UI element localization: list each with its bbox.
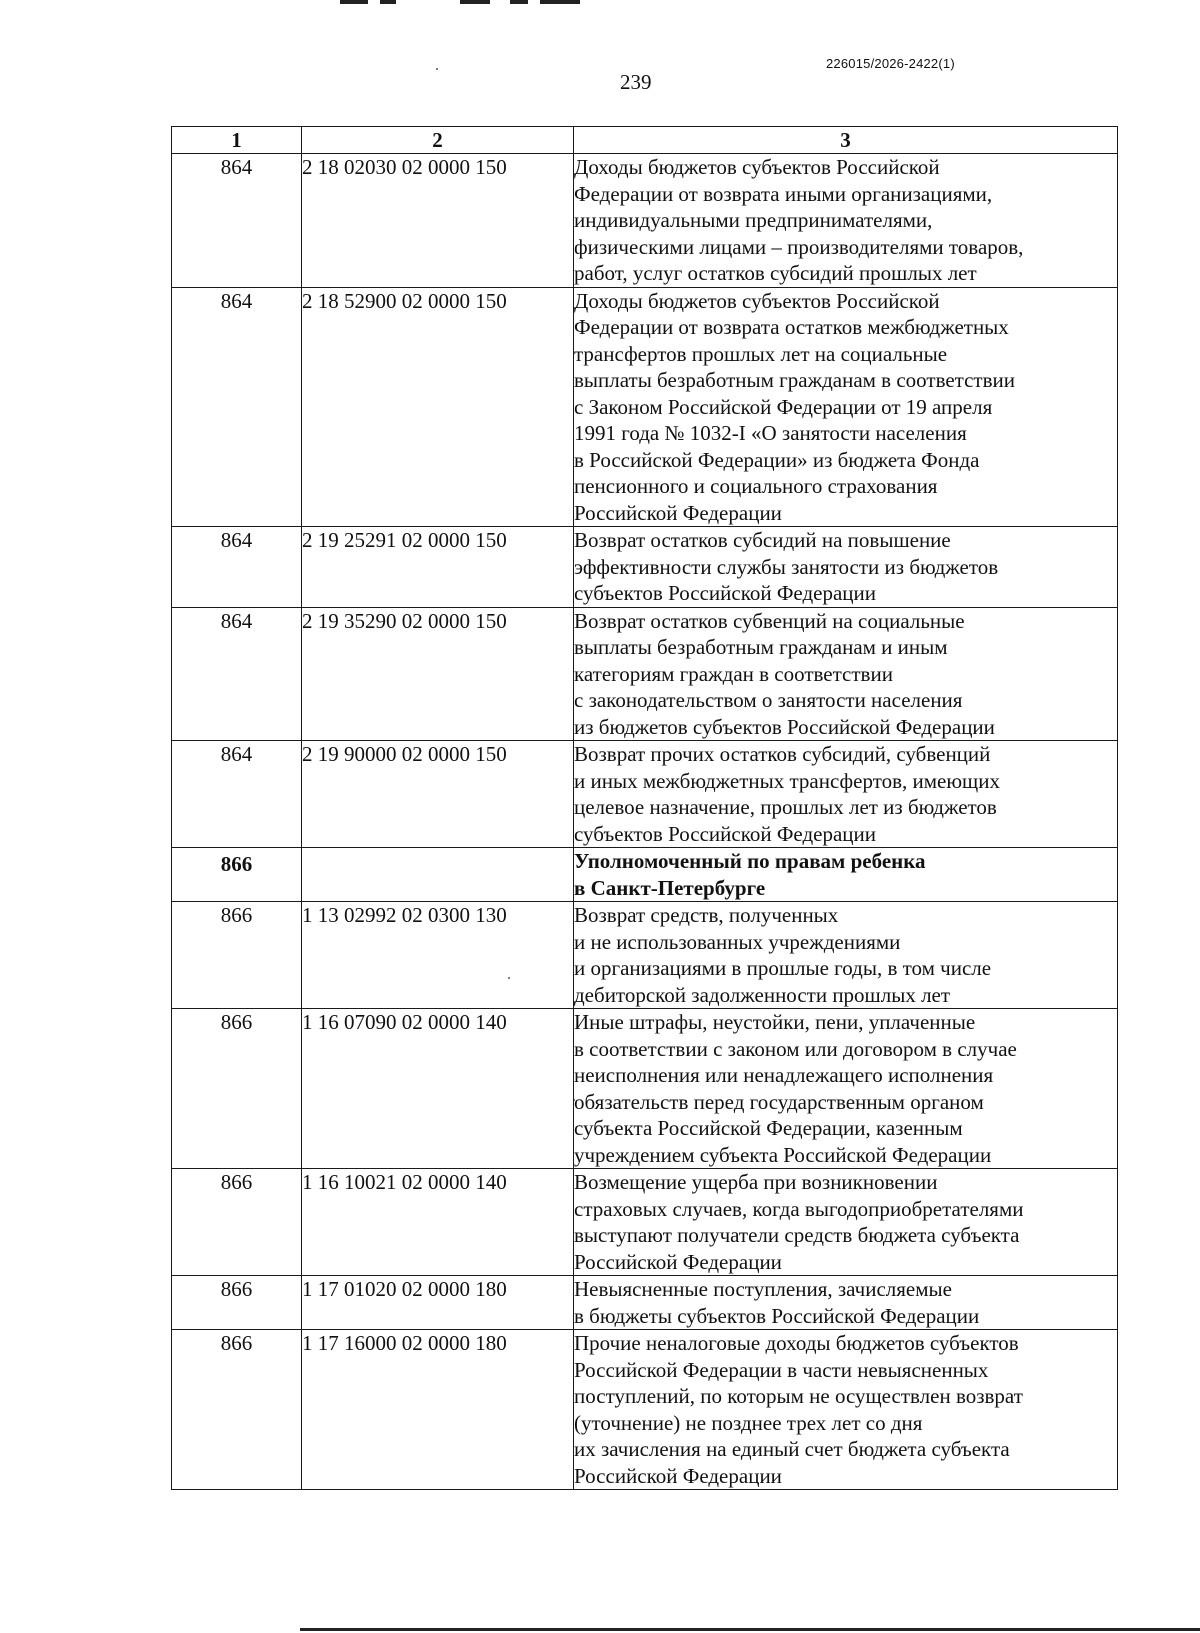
description-cell (574, 607, 1118, 741)
kbk-code-cell: 2 18 02030 02 0000 150 (302, 154, 574, 288)
description-line: работ, услуг остатков субсидий прошлых лет (574, 261, 977, 285)
description-line: Возврат остатков субсидий на повышение (574, 528, 951, 552)
kbk-code-cell: 1 16 10021 02 0000 140 (302, 1169, 574, 1276)
table-row (172, 741, 1118, 848)
description-cell (574, 1009, 1118, 1169)
description-cell (574, 1276, 1118, 1330)
admin-code-cell: 866 (172, 1009, 302, 1169)
kbk-code-cell: 1 16 07090 02 0000 140 (302, 1009, 574, 1169)
description-line: физическими лицами – производителями товаров, (574, 234, 1024, 259)
table-row (172, 1276, 1118, 1330)
description-cell (574, 902, 1118, 1009)
description-line: (уточнение) не позднее трех лет со дня (574, 1410, 923, 1435)
kbk-code-cell: 1 17 16000 02 0000 180 (302, 1330, 574, 1490)
description-line: Иные штрафы, неустойки, пени, уплаченные (574, 1010, 976, 1034)
description-cell (574, 287, 1118, 527)
table-header-row (172, 127, 1118, 154)
description-line: обязательств перед государственным органом (574, 1089, 984, 1114)
description-line: учреждением субъекта Российской Федерации (574, 1142, 992, 1167)
description-line: и не использованных учреждениями (574, 929, 901, 954)
table-row (172, 1330, 1118, 1490)
description-line: Прочие неналоговые доходы бюджетов субъектов (574, 1331, 1019, 1355)
description-line: в бюджеты субъектов Российской Федерации (574, 1303, 980, 1328)
description-line: субъектов Российской Федерации (574, 581, 877, 605)
description-line: Возмещение ущерба при возникновении (574, 1170, 938, 1194)
admin-code-cell: 866 (172, 1330, 302, 1490)
revenue-codes-table (171, 126, 1118, 1490)
description-line: Доходы бюджетов субъектов Российской (574, 155, 940, 179)
description-line: и организациями в прошлые годы, в том числе (574, 956, 992, 980)
table-row (172, 154, 1118, 288)
kbk-code-cell (302, 848, 574, 902)
description-line: индивидуальными предпринимателями, (574, 208, 933, 232)
description-line: субъекта Российской Федерации, казенным (574, 1116, 963, 1140)
description-line: эффективности службы занятости из бюджетов (574, 554, 999, 579)
description-line: трансфертов прошлых лет на социальные (574, 341, 948, 366)
admin-code-cell: 866 (172, 902, 302, 1009)
kbk-code-cell: 2 19 90000 02 0000 150 (302, 741, 574, 848)
description-line: 1991 года № 1032-I «О занятости населения (574, 421, 967, 445)
admin-code-cell: 864 (172, 741, 302, 848)
description-cell (574, 741, 1118, 848)
table-row (172, 527, 1118, 608)
kbk-code-cell: 1 17 01020 02 0000 180 (302, 1276, 574, 1330)
description-cell (574, 527, 1118, 608)
section-row (172, 848, 1118, 902)
table-row (172, 1009, 1118, 1169)
description-line: пенсионного и социального страхования (574, 474, 938, 498)
scan-artifact-bottom (300, 1628, 1200, 1631)
description-line: их зачисления на единый счет бюджета субъекта (574, 1437, 1010, 1461)
description-line: из бюджетов субъектов Российской Федерации (574, 714, 995, 739)
scan-speck (436, 68, 438, 70)
description-line: Невыясненные поступления, зачисляемые (574, 1277, 952, 1301)
scan-artifact-top (340, 0, 620, 6)
page-number: 239 (620, 70, 652, 94)
table-row (172, 1169, 1118, 1276)
document-id: 226015/2026-2422(1) (826, 56, 955, 71)
description-line: Уполномоченный по правам ребенка (574, 849, 926, 873)
description-line: и иных межбюджетных трансфертов, имеющих (574, 768, 1000, 793)
description-line: дебиторской задолженности прошлых лет (574, 982, 951, 1007)
description-cell (574, 848, 1118, 902)
admin-code-cell: 864 (172, 154, 302, 288)
admin-code-cell: 864 (172, 607, 302, 741)
table-row (172, 287, 1118, 527)
kbk-code-cell: 2 18 52900 02 0000 150 (302, 287, 574, 527)
description-line: неисполнения или ненадлежащего исполнения (574, 1063, 994, 1087)
table-row (172, 902, 1118, 1009)
admin-code-cell: 864 (172, 287, 302, 527)
description-line: Российской Федерации (574, 500, 782, 525)
kbk-code-cell: 2 19 35290 02 0000 150 (302, 607, 574, 741)
description-line: субъектов Российской Федерации (574, 821, 877, 846)
column-header-2: 2 (302, 127, 574, 154)
description-cell (574, 1169, 1118, 1276)
column-header-3: 3 (574, 127, 1118, 154)
description-line: категориям граждан в соответствии (574, 661, 893, 686)
description-cell (574, 1330, 1118, 1490)
description-line: в соответствии с законом или договором в случае (574, 1036, 1017, 1061)
description-line: страховых случаев, когда выгодоприобретателями (574, 1196, 1024, 1221)
description-line: с законодательством о занятости населения (574, 688, 963, 712)
description-line: Федерации от возврата иными организациями, (574, 181, 993, 206)
description-line: Возврат средств, полученных (574, 903, 839, 927)
description-line: в Санкт-Петербурге (574, 875, 766, 900)
description-line: поступлений, по которым не осуществлен возврат (574, 1384, 1023, 1408)
column-header-1: 1 (172, 127, 302, 154)
description-line: с Законом Российской Федерации от 19 апреля (574, 394, 993, 419)
kbk-code-cell: 1 13 02992 02 0300 130 (302, 902, 574, 1009)
description-line: Российской Федерации (574, 1463, 782, 1488)
description-line: Возврат остатков субвенций на социальные (574, 608, 965, 633)
description-line: выплаты безработным гражданам в соответствии (574, 368, 1015, 392)
admin-code-cell: 864 (172, 527, 302, 608)
description-cell (574, 154, 1118, 288)
description-line: целевое назначение, прошлых лет из бюджетов (574, 795, 997, 819)
description-line: в Российской Федерации» из бюджета Фонда (574, 447, 980, 472)
table-row (172, 607, 1118, 741)
description-line: Федерации от возврата остатков межбюджетных (574, 315, 1009, 339)
description-line: выплаты безработным гражданам и иным (574, 635, 948, 659)
admin-code-cell: 866 (172, 848, 302, 902)
description-line: Российской Федерации (574, 1249, 782, 1274)
admin-code-cell: 866 (172, 1169, 302, 1276)
description-line: выступают получатели средств бюджета субъекта (574, 1223, 1020, 1247)
description-line: Российской Федерации в части невыясненных (574, 1357, 989, 1382)
admin-code-cell: 866 (172, 1276, 302, 1330)
description-line: Доходы бюджетов субъектов Российской (574, 288, 940, 313)
table-body (172, 154, 1118, 1490)
description-line: Возврат прочих остатков субсидий, субвенций (574, 742, 991, 766)
kbk-code-cell: 2 19 25291 02 0000 150 (302, 527, 574, 608)
